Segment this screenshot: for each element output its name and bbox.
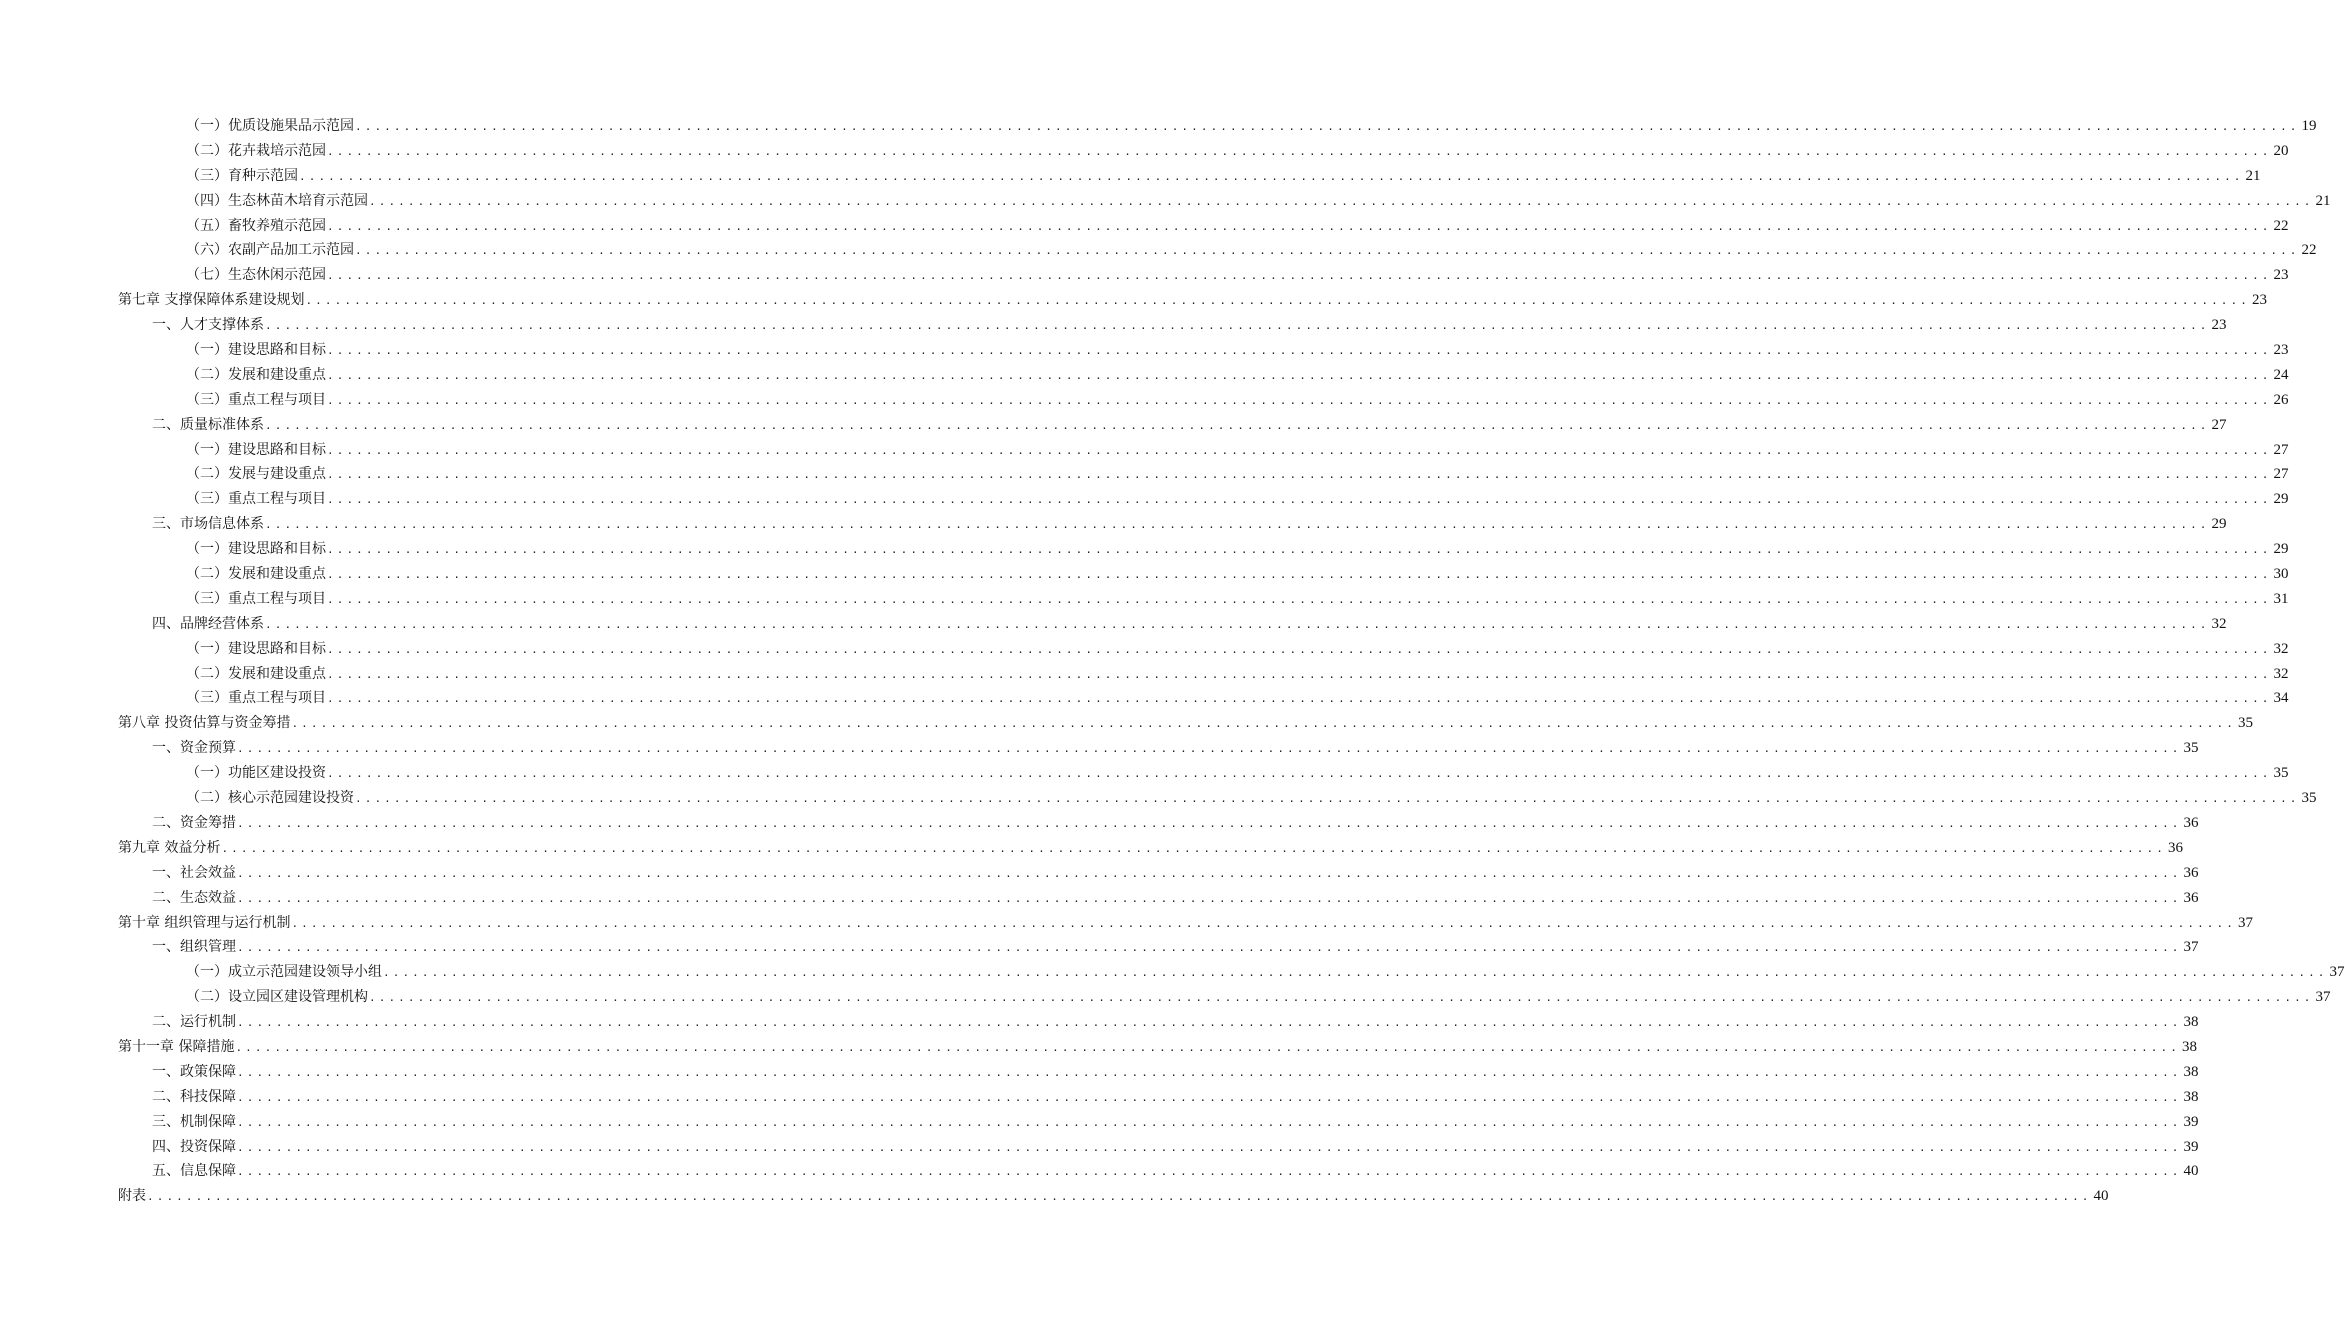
toc-dot-leader: ........................................................................................................................................................................................................ <box>237 1016 2182 1030</box>
toc-page-number: 35 <box>2301 790 2317 807</box>
toc-dot-leader: ........................................................................................................................................................................................................ <box>265 319 2210 333</box>
toc-page-number: 32 <box>2273 665 2289 682</box>
toc-page-number: 39 <box>2183 1113 2199 1130</box>
toc-page-number: 36 <box>2167 839 2183 856</box>
toc-entry[interactable] <box>0 338 2289 363</box>
toc-page-number: 37 <box>2329 964 2345 981</box>
toc-dot-leader: ........................................................................................................................................................................................................ <box>327 642 2272 656</box>
toc-dot-leader: ........................................................................................................................................................................................................ <box>327 767 2272 781</box>
toc-entry[interactable] <box>0 114 2317 139</box>
toc-dot-leader: ........................................................................................................................................................................................................ <box>327 344 2272 358</box>
toc-entry-title: （二）发展和建设重点 <box>186 662 327 687</box>
toc-dot-leader: ........................................................................................................................................................................................................ <box>327 368 2272 382</box>
toc-entry[interactable] <box>0 238 2317 263</box>
toc-page-number: 29 <box>2211 516 2227 533</box>
toc-page-number: 23 <box>2273 267 2289 284</box>
toc-page-number: 21 <box>2315 192 2331 209</box>
toc-entry[interactable] <box>0 1110 2199 1135</box>
toc-entry[interactable] <box>0 1135 2199 1160</box>
toc-page-number: 35 <box>2183 740 2199 757</box>
toc-entry-row <box>186 114 2317 140</box>
toc-dot-leader: ........................................................................................................................................................................................................ <box>221 841 2166 855</box>
toc-page-number: 40 <box>2093 1188 2109 1205</box>
toc-entry-title: 二、生态效益 <box>152 886 237 911</box>
toc-page-number: 23 <box>2211 317 2227 334</box>
toc-entry[interactable] <box>0 985 2331 1010</box>
toc-dot-leader: ........................................................................................................................................................................................................ <box>327 144 2272 158</box>
toc-entry-title: 一、组织管理 <box>152 935 237 960</box>
toc-entry[interactable] <box>0 886 2199 911</box>
toc-entry-row <box>186 462 2289 488</box>
toc-dot-leader: ........................................................................................................................................................................................................ <box>237 941 2182 955</box>
toc-dot-leader: ........................................................................................................................................................................................................ <box>355 120 2300 133</box>
toc-entry[interactable] <box>0 263 2289 288</box>
toc-dot-leader: ........................................................................................................................................................................................................ <box>327 468 2272 482</box>
toc-entry-title: （二）花卉栽培示范园 <box>186 139 327 164</box>
toc-page-number: 22 <box>2301 242 2317 259</box>
toc-page-number: 40 <box>2183 1163 2199 1180</box>
toc-page-number: 21 <box>2245 167 2261 184</box>
toc-entry-title: 三、机制保障 <box>152 1110 237 1135</box>
toc-dot-leader: ........................................................................................................................................................................................................ <box>355 244 2300 258</box>
toc-page-number: 38 <box>2183 1014 2199 1031</box>
toc-entry-row <box>152 886 2199 912</box>
toc-page-number: 38 <box>2181 1038 2197 1055</box>
toc-entry-row <box>186 587 2289 613</box>
toc-entry-row <box>152 811 2199 837</box>
toc-entry-row <box>186 537 2289 563</box>
toc-entry[interactable] <box>0 562 2289 587</box>
toc-entry[interactable] <box>0 1184 2109 1209</box>
toc-entry[interactable] <box>0 637 2289 662</box>
toc-dot-leader: ........................................................................................................................................................................................................ <box>327 219 2272 233</box>
toc-dot-leader: ........................................................................................................................................................................................................ <box>237 742 2182 756</box>
toc-entry[interactable] <box>0 438 2289 463</box>
toc-dot-leader: ........................................................................................................................................................................................................ <box>327 667 2272 681</box>
toc-page-number: 26 <box>2273 391 2289 408</box>
toc-entry-title: 一、社会效益 <box>152 861 237 886</box>
toc-entry-row <box>118 1184 2109 1210</box>
toc-page-number: 29 <box>2273 491 2289 508</box>
toc-entry[interactable] <box>0 214 2289 239</box>
toc-page-number: 32 <box>2211 615 2227 632</box>
toc-dot-leader: ........................................................................................................................................................................................................ <box>369 991 2314 1005</box>
toc-dot-leader: ........................................................................................................................................................................................................ <box>237 1090 2182 1104</box>
toc-page-number: 23 <box>2273 342 2289 359</box>
toc-entry[interactable] <box>0 388 2289 413</box>
toc-entry[interactable] <box>0 587 2289 612</box>
toc-entry-row <box>152 413 2227 439</box>
toc-page-number: 37 <box>2183 939 2199 956</box>
toc-page-number: 22 <box>2273 217 2289 234</box>
toc-dot-leader: ........................................................................................................................................................................................................ <box>265 518 2210 532</box>
toc-entry-title: 五、信息保障 <box>152 1159 237 1184</box>
toc-page-number: 31 <box>2273 590 2289 607</box>
toc-dot-leader: ........................................................................................................................................................................................................ <box>265 617 2210 631</box>
toc-entry-title: （一）建设思路和目标 <box>186 338 327 363</box>
toc-entry-row <box>186 164 2261 190</box>
toc-entry-row <box>152 612 2227 638</box>
toc-entry-title: 二、资金筹措 <box>152 811 237 836</box>
toc-entry-row <box>118 1035 2197 1061</box>
toc-entry[interactable] <box>0 313 2227 338</box>
toc-dot-leader: ........................................................................................................................................................................................................ <box>327 269 2272 283</box>
toc-entry-title: 三、市场信息体系 <box>152 512 265 537</box>
toc-dot-leader: ........................................................................................................................................................................................................ <box>327 692 2272 706</box>
toc-dot-leader: ........................................................................................................................................................................................................ <box>327 493 2272 507</box>
toc-entry-title: 第十章 组织管理与运行机制 <box>118 911 291 936</box>
toc-dot-leader: ........................................................................................................................................................................................................ <box>265 418 2210 432</box>
toc-entry[interactable] <box>0 761 2289 786</box>
toc-entry-title: （四）生态林苗木培育示范园 <box>186 189 369 214</box>
toc-dot-leader: ........................................................................................................................................................................................................ <box>147 1190 2092 1204</box>
toc-page-number: 27 <box>2211 416 2227 433</box>
toc-page-number: 27 <box>2273 441 2289 458</box>
toc-entry[interactable] <box>0 1159 2199 1184</box>
toc-entry-row <box>186 263 2289 289</box>
toc-entry-title: 一、政策保障 <box>152 1060 237 1085</box>
toc-page-number: 35 <box>2273 765 2289 782</box>
toc-dot-leader: ........................................................................................................................................................................................................ <box>355 792 2300 806</box>
toc-dot-leader: ........................................................................................................................................................................................................ <box>237 866 2182 880</box>
toc-entry-title: 一、人才支撑体系 <box>152 313 265 338</box>
toc-entry-row <box>152 1159 2199 1185</box>
toc-entry[interactable] <box>0 288 2267 313</box>
toc-page-number: 23 <box>2251 292 2267 309</box>
toc-entry[interactable] <box>0 711 2253 736</box>
toc-dot-leader: ........................................................................................................................................................................................................ <box>327 568 2272 582</box>
toc-page-number: 29 <box>2273 541 2289 558</box>
toc-page-number: 36 <box>2183 889 2199 906</box>
toc-entry-row <box>118 911 2253 937</box>
toc-entry[interactable] <box>0 662 2289 687</box>
toc-dot-leader: ........................................................................................................................................................................................................ <box>327 443 2272 457</box>
toc-entry-row <box>186 363 2289 389</box>
toc-dot-leader: ........................................................................................................................................................................................................ <box>327 543 2272 557</box>
toc-entry[interactable] <box>0 512 2227 537</box>
toc-entry[interactable] <box>0 960 2345 985</box>
toc-entry[interactable] <box>0 861 2199 886</box>
toc-entry-title: 四、投资保障 <box>152 1135 237 1160</box>
toc-entry-title: 一、资金预算 <box>152 736 237 761</box>
toc-entry-row <box>186 139 2289 165</box>
toc-entry[interactable] <box>0 487 2289 512</box>
toc-entry-title: 第十一章 保障措施 <box>118 1035 235 1060</box>
toc-entry[interactable] <box>0 836 2183 861</box>
toc-entry[interactable] <box>0 1035 2197 1060</box>
toc-entry-title: （二）发展和建设重点 <box>186 562 327 587</box>
toc-dot-leader: ........................................................................................................................................................................................................ <box>237 891 2182 905</box>
toc-entry[interactable] <box>0 736 2199 761</box>
toc-page-number: 24 <box>2273 366 2289 383</box>
table-of-contents <box>0 114 2345 1209</box>
toc-page-number: 36 <box>2183 814 2199 831</box>
toc-entry-row <box>186 562 2289 588</box>
toc-entry-title: 第七章 支撑保障体系建设规划 <box>118 288 305 313</box>
toc-entry-title: （二）发展和建设重点 <box>186 363 327 388</box>
toc-entry-row <box>118 288 2267 314</box>
toc-entry[interactable] <box>0 811 2199 836</box>
toc-entry-row <box>186 238 2317 264</box>
toc-entry-title: （二）设立园区建设管理机构 <box>186 985 369 1010</box>
toc-entry-row <box>152 1085 2199 1111</box>
toc-entry-title: 二、质量标准体系 <box>152 413 265 438</box>
toc-entry-title: （三）重点工程与项目 <box>186 587 327 612</box>
toc-entry-title: 四、品牌经营体系 <box>152 612 265 637</box>
toc-entry-row <box>152 1135 2199 1161</box>
toc-entry-row <box>186 214 2289 240</box>
toc-page-number: 32 <box>2273 640 2289 657</box>
toc-entry-title: （七）生态休闲示范园 <box>186 263 327 288</box>
toc-page-number: 35 <box>2237 715 2253 732</box>
toc-page-number: 30 <box>2273 566 2289 583</box>
toc-page-number: 38 <box>2183 1063 2199 1080</box>
toc-dot-leader: ........................................................................................................................................................................................................ <box>237 1140 2182 1154</box>
toc-entry-row <box>186 487 2289 513</box>
toc-entry-title: （三）重点工程与项目 <box>186 487 327 512</box>
toc-page-number: 27 <box>2273 466 2289 483</box>
toc-entry[interactable] <box>0 413 2227 438</box>
toc-dot-leader: ........................................................................................................................................................................................................ <box>237 1165 2182 1179</box>
toc-entry[interactable] <box>0 1010 2199 1035</box>
toc-entry-row <box>186 637 2289 663</box>
toc-entry-title: 二、科技保障 <box>152 1085 237 1110</box>
toc-entry[interactable] <box>0 1060 2199 1085</box>
toc-page-number: 37 <box>2315 989 2331 1006</box>
toc-entry[interactable] <box>0 363 2289 388</box>
toc-entry[interactable] <box>0 164 2261 189</box>
toc-entry[interactable] <box>0 686 2289 711</box>
toc-entry-row <box>186 338 2289 364</box>
toc-entry[interactable] <box>0 1085 2199 1110</box>
toc-entry[interactable] <box>0 786 2317 811</box>
toc-page-number: 20 <box>2273 142 2289 159</box>
toc-dot-leader: ........................................................................................................................................................................................................ <box>305 294 2250 308</box>
toc-entry[interactable] <box>0 935 2199 960</box>
toc-dot-leader: ........................................................................................................................................................................................................ <box>327 393 2272 407</box>
toc-entry[interactable] <box>0 139 2289 164</box>
toc-entry-title: （三）重点工程与项目 <box>186 388 327 413</box>
toc-entry-title: 附表 <box>118 1184 147 1209</box>
toc-entry-row <box>152 736 2199 762</box>
toc-entry[interactable] <box>0 189 2331 214</box>
toc-entry-title: （一）优质设施果品示范园 <box>186 114 355 139</box>
toc-entry-row <box>152 935 2199 961</box>
toc-entry-title: （三）重点工程与项目 <box>186 686 327 711</box>
toc-entry-row <box>186 985 2331 1011</box>
toc-entry-title: （六）农副产品加工示范园 <box>186 238 355 263</box>
toc-entry-title: （一）建设思路和目标 <box>186 637 327 662</box>
toc-entry[interactable] <box>0 462 2289 487</box>
toc-entry-title: 第九章 效益分析 <box>118 836 221 861</box>
toc-entry-row <box>152 1010 2199 1036</box>
toc-entry-row <box>152 1110 2199 1136</box>
toc-entry-row <box>118 836 2183 862</box>
toc-dot-leader: ........................................................................................................................................................................................................ <box>237 1065 2182 1079</box>
toc-entry[interactable] <box>0 911 2253 936</box>
toc-entry-row <box>152 1060 2199 1086</box>
toc-entry-row <box>118 711 2253 737</box>
toc-dot-leader: ........................................................................................................................................................................................................ <box>291 717 2236 731</box>
toc-page-number: 19 <box>2301 118 2317 134</box>
toc-entry-row <box>152 512 2227 538</box>
toc-entry-title: （一）建设思路和目标 <box>186 438 327 463</box>
toc-page-number: 37 <box>2237 914 2253 931</box>
toc-entry-title: 二、运行机制 <box>152 1010 237 1035</box>
toc-entry-row <box>186 786 2317 812</box>
toc-page-number: 38 <box>2183 1088 2199 1105</box>
toc-entry-title: （二）发展与建设重点 <box>186 462 327 487</box>
toc-dot-leader: ........................................................................................................................................................................................................ <box>291 916 2236 930</box>
toc-entry-title: （一）建设思路和目标 <box>186 537 327 562</box>
toc-dot-leader: ........................................................................................................................................................................................................ <box>237 816 2182 830</box>
toc-entry[interactable] <box>0 537 2289 562</box>
toc-entry-title: （二）核心示范园建设投资 <box>186 786 355 811</box>
toc-dot-leader: ........................................................................................................................................................................................................ <box>235 1040 2180 1054</box>
toc-entry-title: （一）成立示范园建设领导小组 <box>186 960 383 985</box>
toc-entry-row <box>186 388 2289 414</box>
toc-entry-row <box>152 313 2227 339</box>
toc-entry-row <box>152 861 2199 887</box>
toc-dot-leader: ........................................................................................................................................................................................................ <box>299 169 2244 183</box>
toc-entry-row <box>186 662 2289 688</box>
toc-entry-row <box>186 189 2331 215</box>
toc-dot-leader: ........................................................................................................................................................................................................ <box>237 1115 2182 1129</box>
toc-entry-row <box>186 686 2289 712</box>
toc-dot-leader: ........................................................................................................................................................................................................ <box>327 592 2272 606</box>
toc-entry-row <box>186 960 2345 986</box>
toc-entry-row <box>186 438 2289 464</box>
toc-page-number: 39 <box>2183 1138 2199 1155</box>
toc-entry-title: （五）畜牧养殖示范园 <box>186 214 327 239</box>
toc-page-number: 36 <box>2183 864 2199 881</box>
toc-entry[interactable] <box>0 612 2227 637</box>
toc-entry-title: （一）功能区建设投资 <box>186 761 327 786</box>
toc-page-number: 34 <box>2273 690 2289 707</box>
toc-entry-row <box>186 761 2289 787</box>
toc-dot-leader: ........................................................................................................................................................................................................ <box>383 966 2328 980</box>
toc-dot-leader: ........................................................................................................................................................................................................ <box>369 194 2314 208</box>
toc-entry-title: 第八章 投资估算与资金筹措 <box>118 711 291 736</box>
toc-entry-title: （三）育种示范园 <box>186 164 299 189</box>
